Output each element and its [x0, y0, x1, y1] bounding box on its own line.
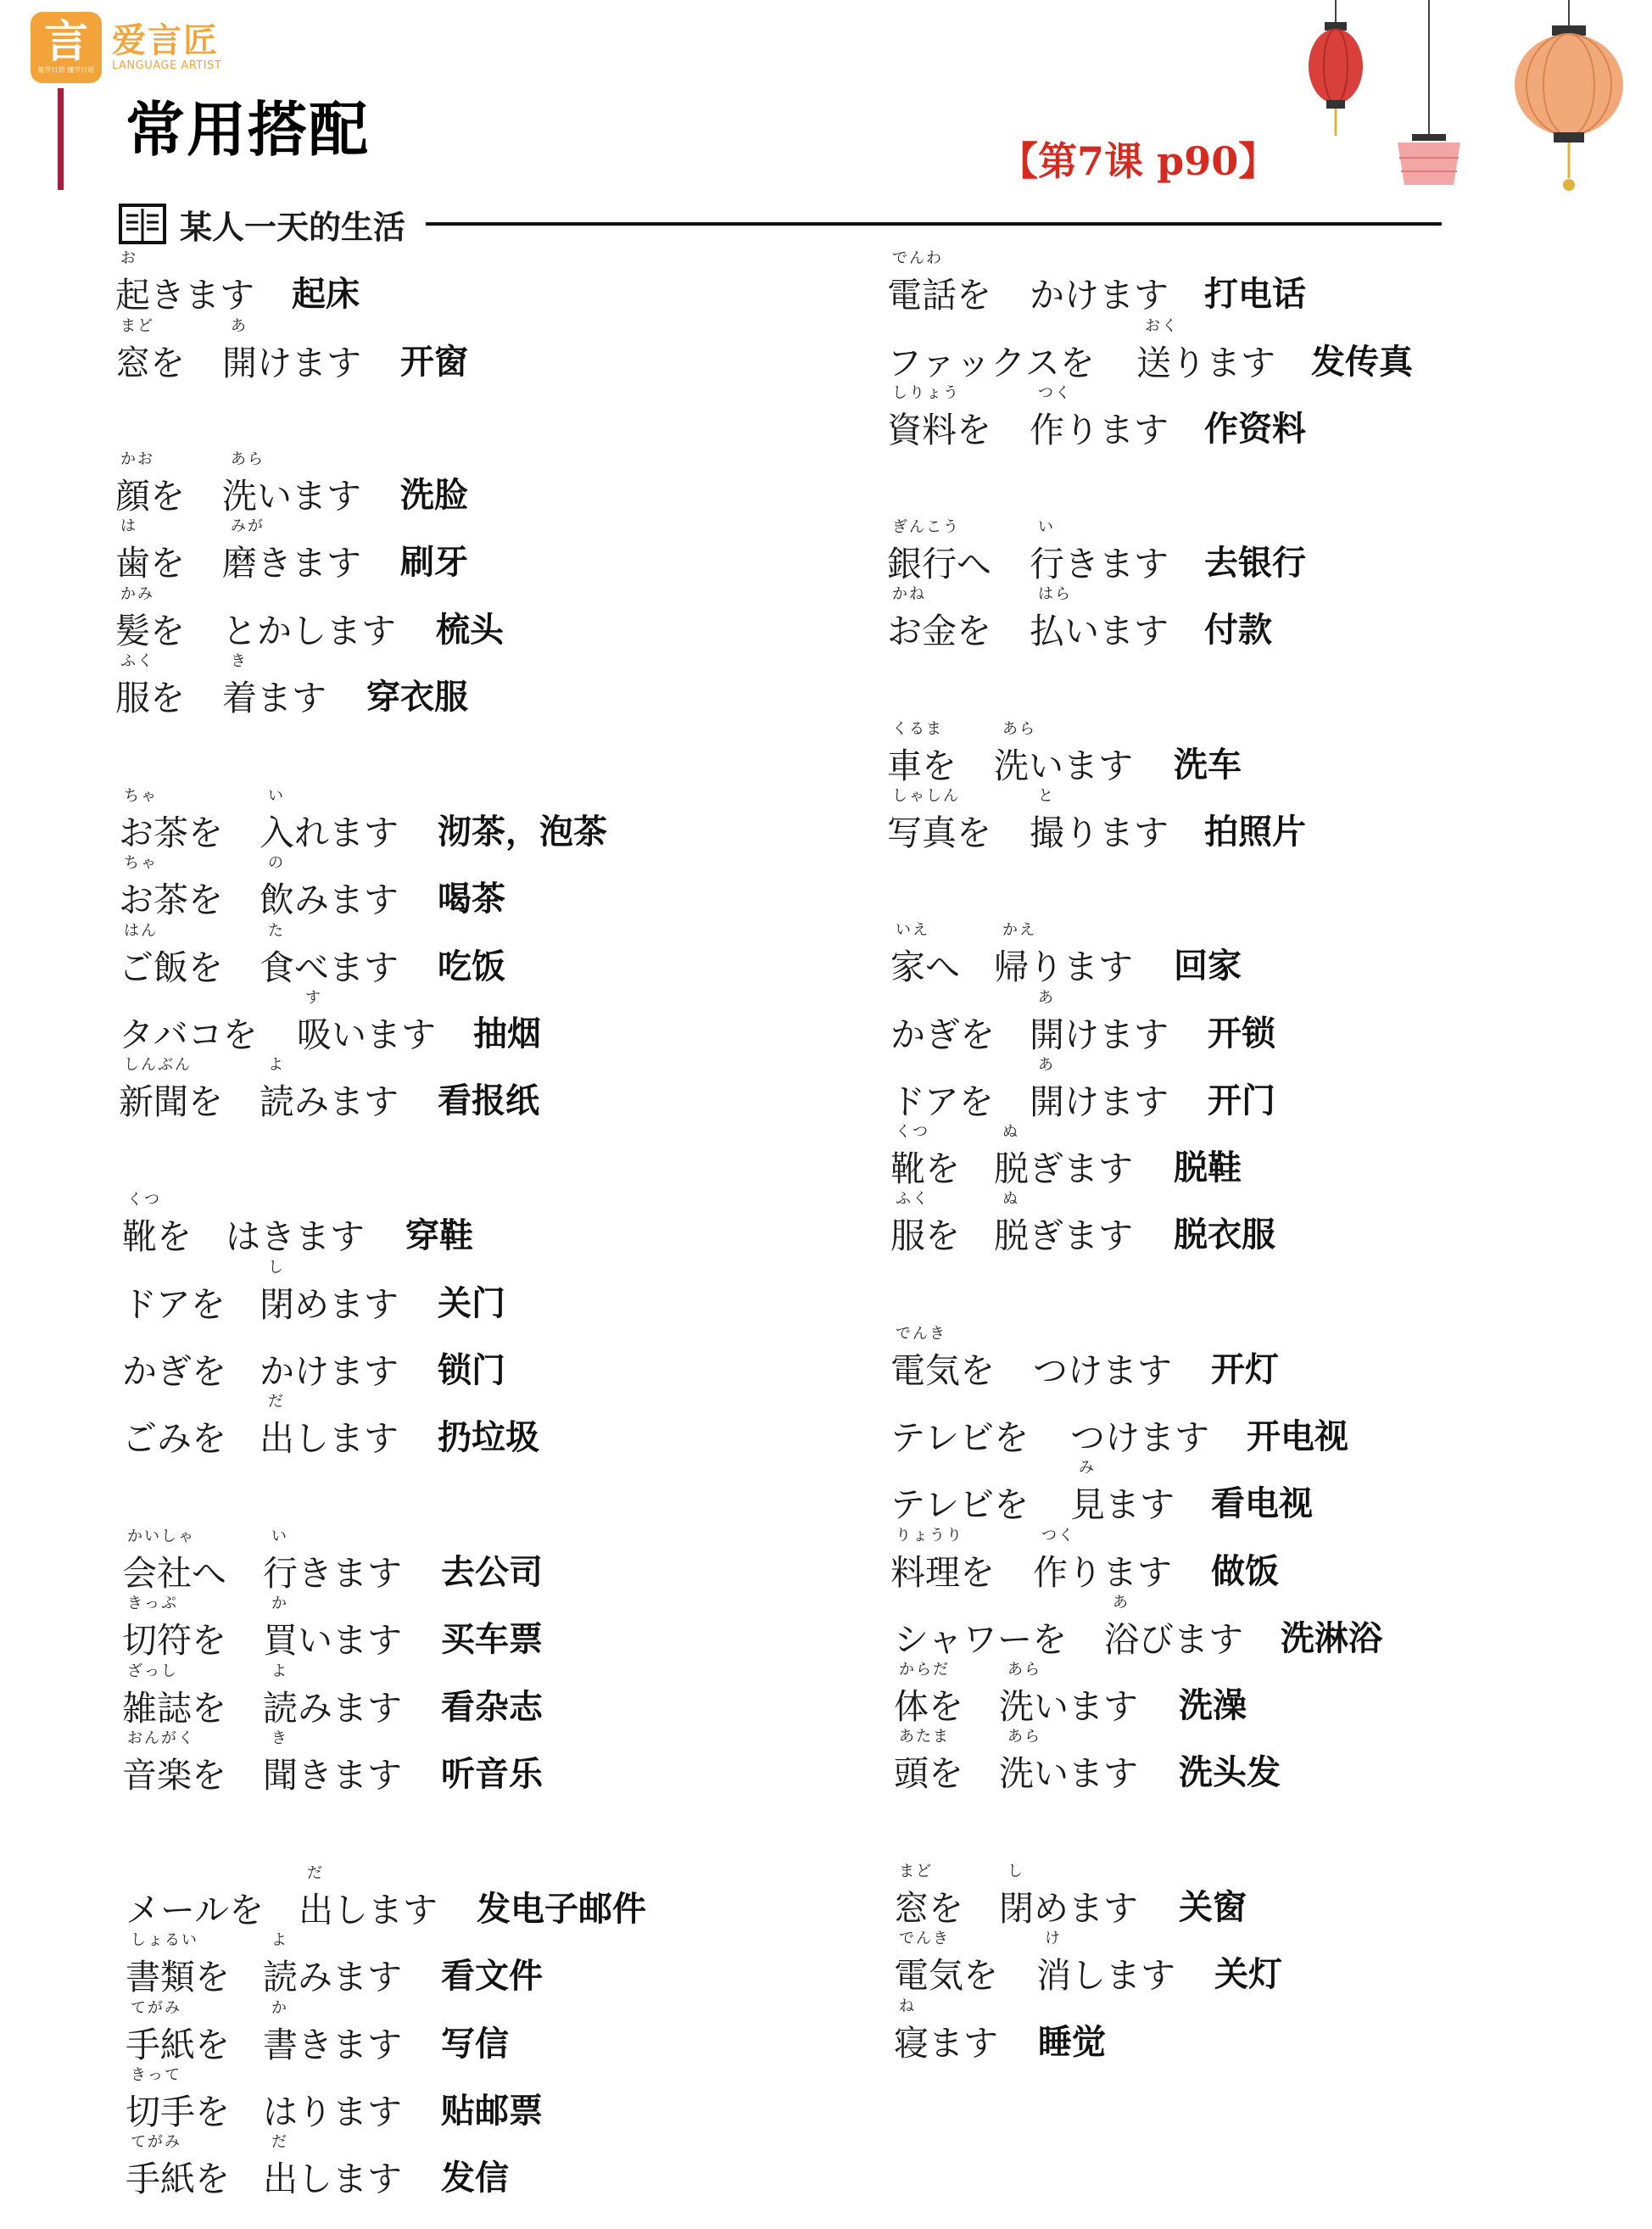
collocation-entry: [0, 1407, 1652, 1458]
furigana: よ: [268, 1056, 285, 1074]
collocation-entry: [0, 2066, 1652, 2132]
chinese-meaning: 梳头: [436, 611, 504, 650]
japanese-verb: 出します: [260, 1418, 399, 1459]
chinese-meaning: 脱衣服: [1174, 1215, 1275, 1254]
japanese-object: ごみを: [122, 1418, 226, 1459]
chinese-meaning: 去公司: [441, 1553, 543, 1592]
japanese-object: かぎを: [122, 1351, 226, 1392]
chinese-meaning: 洗车: [1174, 746, 1242, 785]
japanese-object: 電話を: [887, 275, 991, 316]
japanese-object: 電気を: [890, 1350, 995, 1391]
collocation-entry: [0, 989, 1652, 1055]
japanese-object: テレビを: [890, 1417, 1030, 1458]
furigana: だ: [271, 2133, 288, 2151]
furigana: あ: [1038, 989, 1055, 1007]
furigana: い: [268, 787, 285, 805]
furigana: いえ: [896, 921, 929, 939]
chinese-meaning: 打电话: [1204, 275, 1306, 314]
furigana: あたま: [899, 1728, 950, 1746]
japanese-verb: 飲みます: [260, 880, 399, 920]
furigana: ふく: [896, 1190, 929, 1208]
japanese-object: 歯を: [115, 543, 185, 584]
japanese-verb: 撮ります: [1030, 813, 1169, 853]
japanese-object: お茶を: [119, 813, 223, 853]
chinese-meaning: 穿鞋: [405, 1216, 473, 1255]
chinese-meaning: 起床: [292, 275, 360, 314]
furigana: くつ: [127, 1191, 161, 1209]
collocation-entry: [0, 1123, 1652, 1189]
chinese-meaning: 付款: [1204, 611, 1272, 650]
collocation-entry: [0, 1863, 1652, 1929]
furigana: からだ: [899, 1661, 950, 1679]
furigana: だ: [268, 1393, 285, 1411]
japanese-object: メールを: [126, 1890, 265, 1930]
japanese-object: 靴を: [890, 1148, 960, 1189]
logo-glyph: 言: [43, 17, 88, 68]
furigana: みが: [231, 517, 265, 535]
chinese-meaning: 发传真: [1311, 343, 1413, 382]
furigana: す: [305, 989, 322, 1007]
japanese-object: 窓を: [115, 343, 185, 383]
japanese-verb: 開けます: [1030, 1014, 1169, 1055]
japanese-verb: 買います: [263, 1620, 402, 1661]
furigana: でんき: [899, 1930, 950, 1947]
furigana: はん: [124, 922, 158, 940]
japanese-object: 雑誌を: [122, 1688, 226, 1729]
japanese-verb: 脱ぎます: [994, 1148, 1133, 1189]
furigana: ぬ: [1002, 1123, 1019, 1141]
section-rule: [426, 222, 1442, 226]
furigana: み: [1079, 1459, 1096, 1477]
japanese-object: 体を: [894, 1686, 963, 1727]
chinese-meaning: 开灯: [1211, 1350, 1279, 1389]
japanese-object: ファックスを: [887, 343, 1095, 383]
brand-sub: LANGUAGE ARTIST: [112, 59, 222, 72]
japanese-object: 窓を: [894, 1888, 963, 1929]
japanese-verb: 食べます: [260, 947, 399, 988]
furigana: ぎんこう: [892, 518, 960, 536]
furigana: と: [1038, 787, 1055, 805]
chinese-meaning: 看文件: [441, 1957, 543, 1996]
japanese-verb: 入れます: [260, 813, 399, 853]
japanese-object: 顔を: [115, 476, 185, 517]
page-title: 常用搭配: [126, 95, 370, 165]
furigana: はら: [1038, 585, 1072, 603]
chinese-meaning: 做饭: [1211, 1552, 1279, 1591]
japanese-object: 書類を: [126, 1957, 230, 1997]
japanese-object: お茶を: [119, 880, 223, 920]
chinese-meaning: 开电视: [1247, 1417, 1348, 1456]
chinese-meaning: 洗头发: [1179, 1753, 1281, 1792]
japanese-verb: 洗います: [994, 746, 1133, 786]
japanese-verb: 開けます: [222, 343, 361, 383]
chinese-meaning: 开门: [1208, 1081, 1275, 1120]
chinese-meaning: 沏茶，泡茶: [438, 813, 607, 852]
chinese-meaning: 拍照片: [1204, 813, 1306, 852]
japanese-verb: 読みます: [263, 1957, 402, 1997]
japanese-object: ドアを: [122, 1284, 226, 1325]
japanese-object: ドアを: [890, 1081, 994, 1122]
chinese-meaning: 看电视: [1211, 1484, 1313, 1523]
furigana: くつ: [896, 1123, 929, 1141]
chinese-meaning: 写信: [441, 2025, 509, 2064]
furigana: かお: [120, 450, 154, 468]
collocation-entry: [0, 384, 1652, 450]
chinese-meaning: 穿衣服: [366, 678, 468, 717]
japanese-verb: 送ります: [1136, 343, 1275, 383]
japanese-object: 髪を: [115, 611, 185, 651]
furigana: ね: [899, 1997, 916, 2015]
japanese-object: 写真を: [887, 813, 991, 853]
furigana: つく: [1041, 1527, 1075, 1545]
furigana: あら: [231, 450, 265, 468]
chinese-meaning: 回家: [1174, 947, 1242, 986]
furigana: おく: [1145, 317, 1179, 335]
japanese-verb: 閉めます: [999, 1888, 1138, 1929]
japanese-verb: かけます: [1030, 275, 1169, 316]
furigana: か: [271, 1595, 288, 1612]
chinese-meaning: 作资料: [1204, 410, 1306, 449]
japanese-object: 切符を: [122, 1620, 226, 1661]
furigana: い: [1038, 518, 1055, 536]
japanese-verb: 開けます: [1030, 1081, 1169, 1122]
japanese-object: 頭を: [894, 1753, 963, 1794]
chinese-meaning: 关门: [438, 1284, 505, 1323]
furigana: ざっし: [127, 1662, 178, 1680]
japanese-verb: つけます: [1033, 1350, 1172, 1391]
collocation-entry: [0, 1459, 1652, 1525]
furigana: くるま: [892, 720, 943, 738]
collocation-entry: [0, 720, 1652, 786]
japanese-object: 手紙を: [126, 2025, 230, 2065]
section-title: 某人一天的生活: [180, 208, 406, 246]
furigana: し: [1007, 1863, 1024, 1880]
furigana: し: [268, 1259, 285, 1277]
brand-logo: [31, 12, 221, 83]
chinese-meaning: 关灯: [1214, 1955, 1282, 1994]
japanese-verb: 帰ります: [994, 947, 1133, 987]
japanese-verb: 払います: [1030, 611, 1169, 651]
japanese-object: ご飯を: [119, 947, 223, 988]
japanese-verb: 出します: [263, 2159, 402, 2199]
furigana: け: [1045, 1930, 1062, 1947]
japanese-verb: 洗います: [999, 1753, 1138, 1794]
collocation-entry: [0, 249, 1652, 316]
furigana: よ: [271, 1931, 288, 1949]
japanese-verb: はります: [263, 2092, 402, 2132]
book-icon: [119, 204, 166, 244]
furigana: ちゃ: [124, 854, 158, 872]
japanese-verb: 着ます: [222, 678, 326, 718]
logo-tagline: 能学日语 懂学日语: [37, 66, 95, 74]
furigana: ふく: [120, 652, 154, 670]
logo-mark: [31, 12, 102, 83]
chinese-meaning: 听音乐: [441, 1755, 543, 1794]
japanese-object: 靴を: [122, 1216, 192, 1257]
japanese-object: かぎを: [890, 1014, 995, 1055]
furigana: まど: [899, 1863, 933, 1880]
furigana: あ: [231, 317, 248, 335]
furigana: は: [120, 517, 137, 535]
furigana: き: [231, 652, 248, 670]
chinese-meaning: 发信: [441, 2159, 509, 2198]
collocation-entry: [0, 2133, 1652, 2199]
japanese-object: シャワーを: [894, 1619, 1068, 1660]
japanese-verb: 聞きます: [263, 1755, 402, 1796]
collocation-entry: [0, 1259, 1652, 1325]
japanese-verb: 行きます: [1030, 544, 1169, 584]
furigana: しゃしん: [892, 787, 960, 805]
furigana: た: [268, 922, 285, 940]
furigana: あら: [1007, 1728, 1041, 1746]
japanese-verb: 洗います: [999, 1686, 1138, 1727]
collocation-entry: [0, 1325, 1652, 1391]
japanese-verb: 作ります: [1033, 1552, 1172, 1593]
japanese-verb: 作ります: [1030, 410, 1169, 450]
japanese-object: 寝ます: [894, 2023, 998, 2064]
chinese-meaning: 吃饭: [438, 947, 505, 986]
japanese-verb: 読みます: [260, 1081, 399, 1122]
japanese-object: 家へ: [890, 947, 960, 987]
chinese-meaning: 睡觉: [1038, 2023, 1106, 2062]
furigana: い: [271, 1528, 288, 1545]
japanese-object: 新聞を: [119, 1081, 223, 1122]
japanese-object: 切手を: [126, 2092, 230, 2132]
furigana: ぬ: [1002, 1190, 1019, 1208]
japanese-object: 料理を: [890, 1552, 995, 1593]
chinese-meaning: 买车票: [441, 1620, 543, 1659]
japanese-verb: 読みます: [263, 1688, 402, 1729]
furigana: だ: [307, 1864, 324, 1882]
furigana: の: [268, 854, 285, 872]
japanese-object: 資料を: [887, 410, 991, 450]
japanese-object: 銀行へ: [887, 544, 991, 584]
furigana: あ: [1113, 1594, 1130, 1612]
furigana: き: [271, 1729, 288, 1747]
japanese-verb: とかします: [222, 611, 396, 651]
chinese-meaning: 洗澡: [1179, 1686, 1247, 1725]
japanese-verb: 洗います: [222, 476, 361, 517]
chinese-meaning: 洗脸: [400, 476, 468, 515]
furigana: よ: [271, 1662, 288, 1680]
chinese-meaning: 去银行: [1204, 544, 1306, 583]
furigana: きっぷ: [127, 1595, 178, 1612]
japanese-verb: 吸います: [297, 1014, 436, 1055]
japanese-object: タバコを: [119, 1014, 258, 1055]
furigana: あ: [1038, 1056, 1055, 1074]
japanese-verb: 消します: [1036, 1955, 1175, 1996]
japanese-verb: 書きます: [263, 2025, 402, 2065]
chinese-meaning: 开窗: [400, 343, 468, 382]
logo-text: [112, 22, 221, 73]
furigana: きって: [131, 2066, 181, 2084]
chinese-meaning: 抽烟: [473, 1014, 541, 1053]
japanese-verb: 出します: [299, 1890, 438, 1930]
chinese-meaning: 开锁: [1208, 1014, 1275, 1053]
japanese-verb: はきます: [226, 1216, 365, 1257]
furigana: てがみ: [131, 2133, 181, 2151]
chinese-meaning: 喝茶: [438, 880, 505, 919]
japanese-object: 音楽を: [122, 1755, 226, 1796]
japanese-object: 手紙を: [126, 2159, 230, 2199]
chinese-meaning: 扔垃圾: [438, 1418, 539, 1457]
japanese-verb: 見ます: [1070, 1484, 1175, 1525]
chinese-meaning: 贴邮票: [441, 2092, 543, 2131]
japanese-verb: 脱ぎます: [994, 1215, 1133, 1256]
japanese-object: 服を: [115, 678, 185, 718]
furigana: しょるい: [131, 1931, 198, 1949]
japanese-object: 車を: [887, 746, 957, 786]
japanese-verb: 行きます: [263, 1553, 402, 1594]
japanese-verb: 磨きます: [222, 543, 361, 584]
furigana: お: [120, 249, 137, 267]
furigana: かえ: [1002, 921, 1036, 939]
furigana: つく: [1038, 384, 1072, 402]
accent-bar: [58, 88, 64, 190]
japanese-object: 服を: [890, 1215, 960, 1256]
japanese-verb: かけます: [260, 1351, 399, 1392]
section-header: [119, 200, 1442, 248]
chinese-meaning: 看报纸: [438, 1081, 539, 1120]
furigana: でんき: [896, 1325, 946, 1343]
japanese-object: 起きます: [115, 275, 254, 316]
japanese-verb: つけます: [1070, 1417, 1209, 1458]
furigana: か: [271, 1999, 288, 2017]
collocation-entry: [0, 450, 1652, 517]
furigana: りょうり: [896, 1527, 963, 1545]
furigana: まど: [120, 317, 154, 335]
chinese-meaning: 脱鞋: [1174, 1148, 1242, 1187]
furigana: しりょう: [892, 384, 960, 402]
lantern-decoration: [1289, 0, 1645, 204]
japanese-object: お金を: [887, 611, 991, 651]
collocation-entry: [0, 652, 1652, 718]
furigana: しんぶん: [124, 1056, 192, 1074]
furigana: てがみ: [131, 1999, 181, 2017]
japanese-verb: 閉めます: [260, 1284, 399, 1325]
lesson-reference: 【第7课 p90】: [999, 138, 1278, 184]
japanese-object: 電気を: [894, 1955, 998, 1996]
furigana: おんがく: [127, 1729, 195, 1747]
chinese-meaning: 发电子邮件: [477, 1890, 646, 1929]
japanese-object: テレビを: [890, 1484, 1030, 1525]
chinese-meaning: 关窗: [1179, 1888, 1247, 1927]
japanese-object: 会社へ: [122, 1553, 226, 1594]
furigana: でんわ: [892, 249, 943, 267]
furigana: あら: [1002, 720, 1036, 738]
furigana: かね: [892, 585, 926, 603]
chinese-meaning: 看杂志: [441, 1688, 543, 1727]
chinese-meaning: 刷牙: [400, 543, 468, 582]
brand-name: 爱言匠: [112, 21, 219, 60]
japanese-verb: 浴びます: [1104, 1619, 1243, 1660]
furigana: かみ: [120, 585, 154, 603]
furigana: あら: [1007, 1661, 1041, 1679]
chinese-meaning: 锁门: [438, 1351, 505, 1390]
collocation-entry: [0, 854, 1652, 920]
chinese-meaning: 洗淋浴: [1281, 1619, 1382, 1658]
furigana: かいしゃ: [127, 1528, 195, 1545]
furigana: ちゃ: [124, 787, 158, 805]
